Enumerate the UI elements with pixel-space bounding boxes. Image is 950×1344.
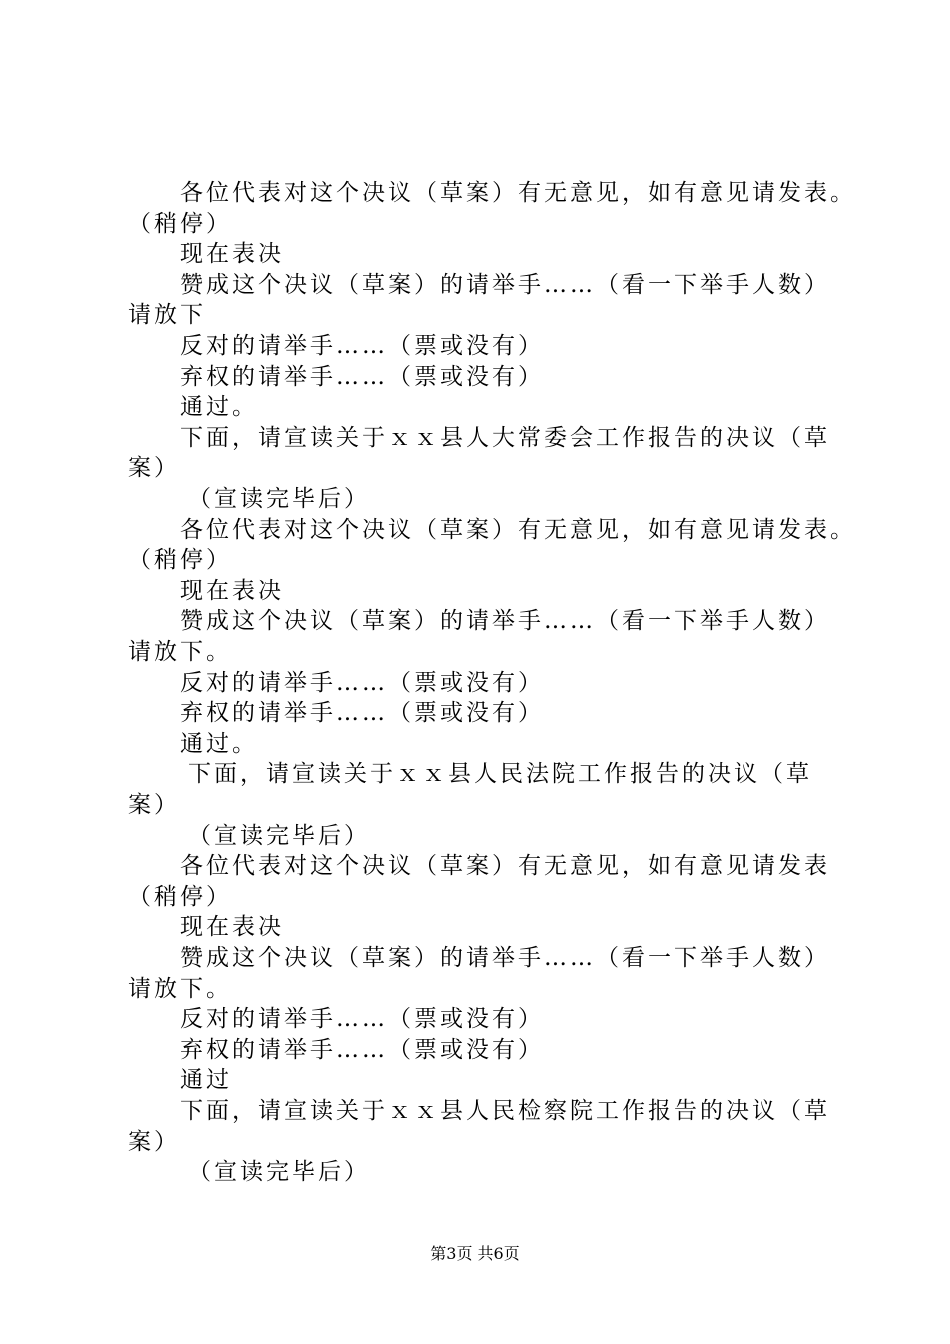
text-line: 请放下。 <box>128 976 232 1002</box>
text-line: 赞成这个决议（草案）的请举手……（看一下举手人数） <box>180 945 830 971</box>
text-line: 案） <box>128 792 180 818</box>
text-line: 赞成这个决议（草案）的请举手……（看一下举手人数） <box>180 272 830 298</box>
text-line: 现在表决 <box>180 241 284 267</box>
text-line: 现在表决 <box>180 578 284 604</box>
text-line: 通过。 <box>180 731 258 757</box>
text-line: 现在表决 <box>180 914 284 940</box>
text-line: 下面，请宣读关于ｘｘ县人民检察院工作报告的决议（草 <box>180 1098 830 1124</box>
text-line: （宣读完毕后） <box>188 486 370 512</box>
text-line: 各位代表对这个决议（草案）有无意见，如有意见请发表。 <box>180 517 856 543</box>
text-line: 请放下。 <box>128 639 232 665</box>
text-line: 各位代表对这个决议（草案）有无意见，如有意见请发表。 <box>180 180 856 206</box>
page-footer: 第3页 共6页 <box>430 1244 520 1263</box>
text-line: （宣读完毕后） <box>188 1159 370 1185</box>
text-line: 弃权的请举手……（票或没有） <box>180 1037 544 1063</box>
text-line: 案） <box>128 1129 180 1155</box>
text-line: 弃权的请举手……（票或没有） <box>180 364 544 390</box>
text-line: 下面，请宣读关于ｘｘ县人民法院工作报告的决议（草 <box>188 761 812 787</box>
text-line: 反对的请举手……（票或没有） <box>180 1006 544 1032</box>
text-line: 各位代表对这个决议（草案）有无意见，如有意见请发表 <box>180 853 830 879</box>
text-line: 通过。 <box>180 394 258 420</box>
text-line: 赞成这个决议（草案）的请举手……（看一下举手人数） <box>180 608 830 634</box>
text-line: 弃权的请举手……（票或没有） <box>180 700 544 726</box>
text-line: （宣读完毕后） <box>188 823 370 849</box>
text-line: 通过 <box>180 1067 232 1093</box>
text-line: 反对的请举手……（票或没有） <box>180 670 544 696</box>
text-line: （稍停） <box>128 211 232 237</box>
text-line: （稍停） <box>128 547 232 573</box>
text-line: （稍停） <box>128 884 232 910</box>
text-line: 请放下 <box>128 302 206 328</box>
text-line: 反对的请举手……（票或没有） <box>180 333 544 359</box>
text-line: 案） <box>128 455 180 481</box>
text-line: 下面，请宣读关于ｘｘ县人大常委会工作报告的决议（草 <box>180 425 830 451</box>
